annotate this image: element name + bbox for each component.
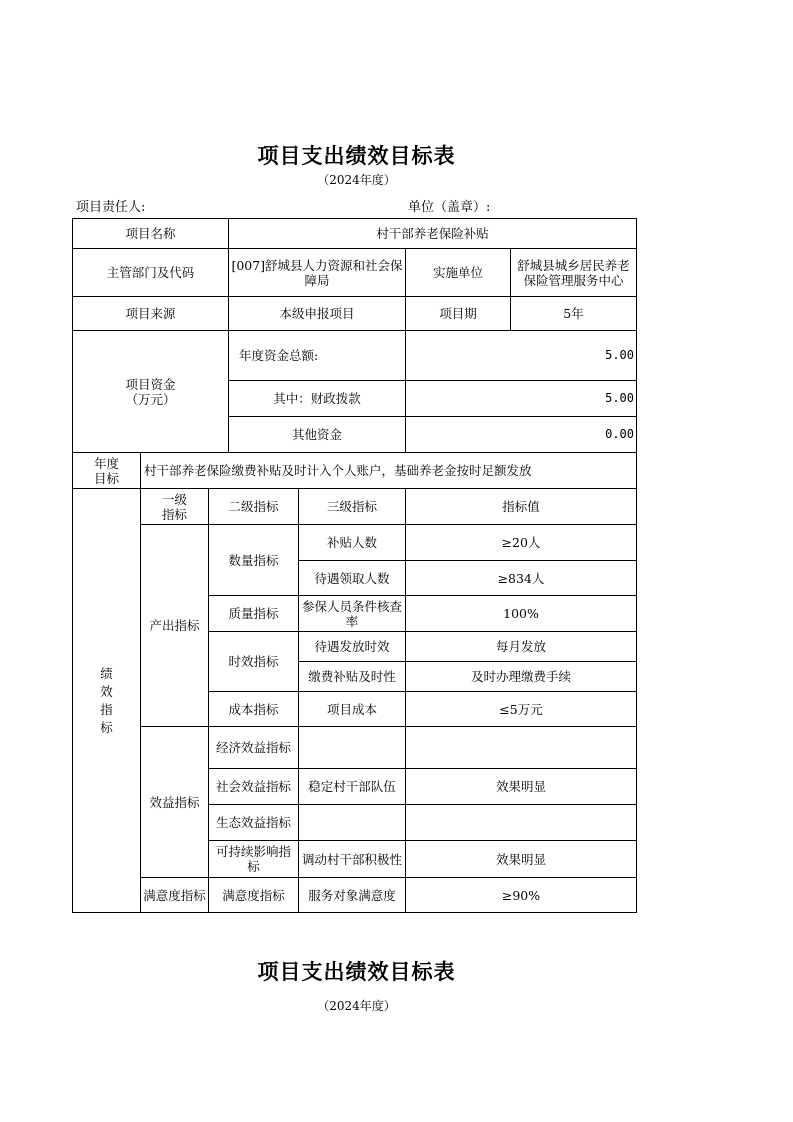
- quantity-indicator-label: 数量指标: [208, 524, 299, 596]
- header-level3: 三级指标: [298, 488, 406, 525]
- page-title: 项目支出绩效目标表: [257, 144, 456, 168]
- next-page-title: 项目支出绩效目标表: [257, 960, 456, 984]
- pending-count-value: ≥834人: [405, 560, 637, 596]
- subsidy-timely-value: 及时办理缴费手续: [405, 661, 637, 692]
- header-level2: 二级指标: [208, 488, 299, 525]
- funds-label: 项目资金 （万元）: [72, 330, 229, 453]
- subsidy-timely-label: 缴费补贴及时性: [298, 661, 406, 692]
- dept-value: [007]舒城县人力资源和社会保障局: [228, 248, 406, 297]
- eco-benefit-item: [298, 804, 406, 841]
- quality-indicator-label: 质量指标: [208, 595, 299, 632]
- economic-benefit-value: [405, 726, 637, 769]
- next-page-year: （2024年度）: [317, 999, 396, 1013]
- cost-item-label: 项目成本: [298, 691, 406, 727]
- funds-total-label: 年度资金总额:: [228, 330, 406, 381]
- subsidy-count-label: 补贴人数: [298, 524, 406, 561]
- funds-fiscal-value: 5.00: [405, 380, 637, 417]
- source-value: 本级申报项目: [228, 296, 406, 331]
- project-name-label: 项目名称: [72, 218, 229, 249]
- sustain-item: 调动村干部积极性: [298, 840, 406, 878]
- pending-count-label: 待遇领取人数: [298, 560, 406, 596]
- quality-item-value: 100%: [405, 595, 637, 632]
- unit-stamp-label: 单位（盖章）:: [408, 200, 491, 215]
- project-name-value: 村干部养老保险补贴: [228, 218, 637, 249]
- impl-unit-label: 实施单位: [405, 248, 511, 297]
- source-label: 项目来源: [72, 296, 229, 331]
- indicators-section-label: 绩效指标: [72, 488, 141, 913]
- social-benefit-value: 效果明显: [405, 768, 637, 805]
- economic-benefit-item: [298, 726, 406, 769]
- payout-value: 每月发放: [405, 631, 637, 662]
- social-benefit-label: 社会效益指标: [208, 768, 299, 805]
- timeliness-indicator-label: 时效指标: [208, 631, 299, 692]
- sustain-label: 可持续影响指标: [208, 840, 299, 878]
- sustain-value: 效果明显: [405, 840, 637, 878]
- subsidy-count-value: ≥20人: [405, 524, 637, 561]
- payout-label: 待遇发放时效: [298, 631, 406, 662]
- satisfaction-sub-label: 满意度指标: [208, 877, 299, 913]
- funds-other-label: 其他资金: [228, 416, 406, 453]
- eco-benefit-label: 生态效益指标: [208, 804, 299, 841]
- funds-other-value: 0.00: [405, 416, 637, 453]
- cost-indicator-label: 成本指标: [208, 691, 299, 727]
- period-value: 5年: [510, 296, 637, 331]
- social-benefit-item: 稳定村干部队伍: [298, 768, 406, 805]
- funds-fiscal-label: 其中：财政拨款: [228, 380, 406, 417]
- eco-benefit-value: [405, 804, 637, 841]
- quality-item-label: 参保人员条件核查率: [298, 595, 406, 632]
- dept-label: 主管部门及代码: [72, 248, 229, 297]
- benefit-indicator-label: 效益指标: [140, 726, 209, 878]
- satisfaction-indicator-label: 满意度指标: [140, 877, 209, 913]
- annual-goal-text: 村干部养老保险缴费补贴及时计入个人账户，基础养老金按时足额发放: [140, 452, 637, 489]
- page-year: （2024年度）: [317, 173, 396, 187]
- satisfaction-item-label: 服务对象满意度: [298, 877, 406, 913]
- period-label: 项目期: [405, 296, 511, 331]
- output-indicator-label: 产出指标: [140, 524, 209, 727]
- impl-unit-value: 舒城县城乡居民养老保险管理服务中心: [510, 248, 637, 297]
- header-level1: 一级 指标: [140, 488, 209, 525]
- cost-item-value: ≤5万元: [405, 691, 637, 727]
- economic-benefit-label: 经济效益指标: [208, 726, 299, 769]
- satisfaction-item-value: ≥90%: [405, 877, 637, 913]
- responsible-label: 项目责任人:: [76, 200, 146, 215]
- header-value: 指标值: [405, 488, 637, 525]
- funds-total-value: 5.00: [405, 330, 637, 381]
- annual-goal-label: 年度 目标: [72, 452, 141, 489]
